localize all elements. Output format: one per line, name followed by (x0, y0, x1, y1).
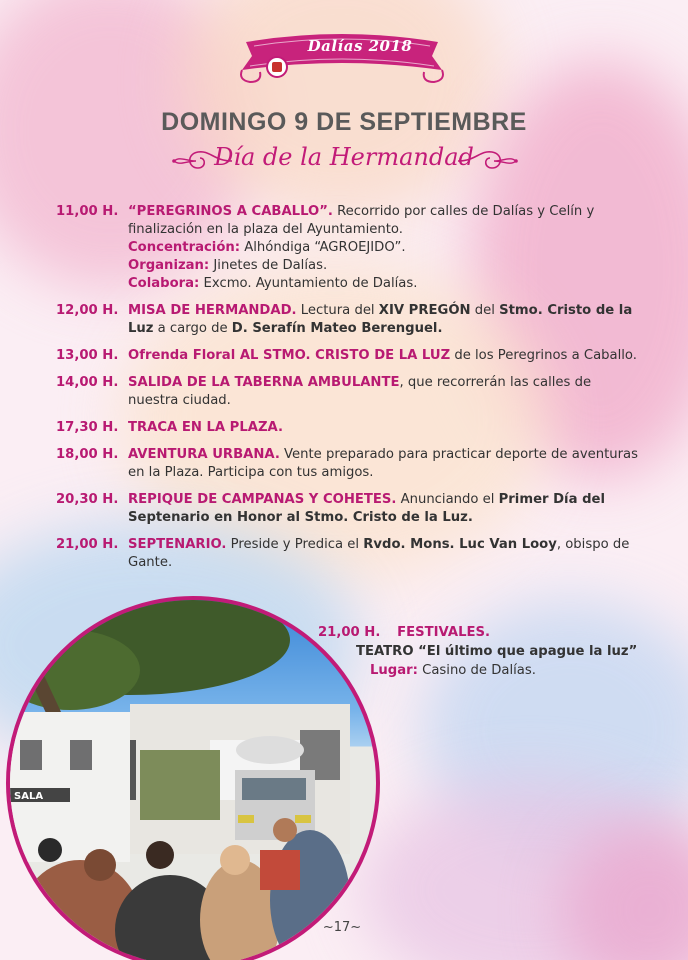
festival-photo (6, 596, 380, 960)
event-text: de los Peregrinos a Caballo. (450, 348, 637, 363)
event-time: 13,00 H. (56, 348, 119, 363)
street-scene-illustration (10, 600, 376, 960)
event-title: AVENTURA URBANA. (128, 447, 280, 462)
event-time: 11,00 H. (56, 204, 119, 219)
festival-theatre (356, 642, 638, 661)
event-text: del (470, 303, 500, 318)
event-title: MISA DE HERMANDAD. (128, 303, 297, 318)
event-body (128, 536, 641, 572)
building-sign: SALA (14, 791, 44, 802)
festival-venue (370, 661, 638, 680)
event-body (128, 302, 641, 338)
event-1400 (56, 374, 641, 410)
detail-value: Jinetes de Dalías. (209, 258, 328, 273)
event-bold-text: XIV PREGÓN (378, 303, 471, 318)
event-body (128, 347, 641, 365)
event-text: , obispo de Gante. (128, 537, 630, 570)
event-title: SALIDA DE LA TABERNA AMBULANTE (128, 375, 400, 390)
event-text: a cargo de (153, 321, 232, 336)
subtitle: Día de la Hermandad (214, 143, 474, 171)
event-1200 (56, 302, 641, 338)
venue-label: Lugar: (370, 663, 418, 678)
event-title: REPIQUE DE CAMPANAS Y COHETES. (128, 492, 397, 507)
event-time: 20,30 H. (56, 492, 119, 507)
event-body (128, 374, 641, 410)
event-time: 18,00 H. (56, 447, 119, 462)
event-title: TRACA EN LA PLAZA. (128, 420, 283, 435)
flourish-right-icon (456, 146, 520, 176)
page-number: ~17~ (322, 920, 362, 935)
event-body (128, 203, 641, 293)
event-title: Ofrenda Floral AL STMO. CRISTO DE LA LUZ (128, 348, 451, 363)
event-time: 14,00 H. (56, 375, 119, 390)
event-1800 (56, 446, 641, 482)
event-1300 (56, 347, 641, 365)
town-crest-icon (266, 56, 288, 78)
theatre-title: TEATRO “El último que apague la luz” (356, 644, 638, 659)
event-2030 (56, 491, 641, 527)
ribbon-title: Dalías 2018 (307, 37, 413, 55)
event-body (128, 491, 641, 527)
festival-title: FESTIVALES. (397, 625, 490, 640)
event-text: Anunciando el (396, 492, 499, 507)
event-bold-text: Rvdo. Mons. Luc Van Looy (363, 537, 557, 552)
event-1730 (56, 419, 641, 437)
event-body (128, 446, 641, 482)
detail-value: Alhóndiga “AGROEJIDO”. (240, 240, 406, 255)
festival-heading (318, 623, 638, 642)
event-2100 (56, 536, 641, 572)
festival-block (318, 623, 638, 680)
event-program (56, 203, 641, 581)
event-title: SEPTENARIO. (128, 537, 227, 552)
event-text: Lectura del (296, 303, 379, 318)
detail-label: Concentración: (128, 240, 241, 255)
event-time: 12,00 H. (56, 303, 119, 318)
detail-label: Colabora: (128, 276, 200, 291)
event-text: Vente preparado para practicar deporte de aventuras en la Plaza. Participa con tus amigos. (128, 447, 638, 480)
event-time: 17,30 H. (56, 420, 119, 435)
detail-label: Organizan: (128, 258, 210, 273)
event-text: Preside y Predica el (226, 537, 364, 552)
event-time: 21,00 H. (56, 537, 119, 552)
ribbon-banner (236, 22, 448, 92)
event-1100 (56, 203, 641, 293)
day-title: DOMINGO 9 DE SEPTIEMBRE (161, 108, 527, 136)
event-bold-text: Stmo. Cristo de la Luz (128, 303, 633, 336)
event-bold-text: Primer Día del Septenario en Honor al Stmo. Cristo de la Luz. (128, 492, 605, 525)
event-body (128, 419, 641, 437)
detail-value: Excmo. Ayuntamiento de Dalías. (199, 276, 418, 291)
venue-value: Casino de Dalías. (417, 663, 536, 678)
event-text: , que recorrerán las calles de nuestra ciudad. (128, 375, 592, 408)
event-text: Recorrido por calles de Dalías y Celín y finalización en la plaza del Ayuntamiento. (128, 204, 595, 237)
event-title: “PEREGRINOS A CABALLO”. (128, 204, 333, 219)
festival-time: 21,00 H. (318, 625, 381, 640)
event-bold-text: D. Serafín Mateo Berenguel. (231, 321, 443, 336)
